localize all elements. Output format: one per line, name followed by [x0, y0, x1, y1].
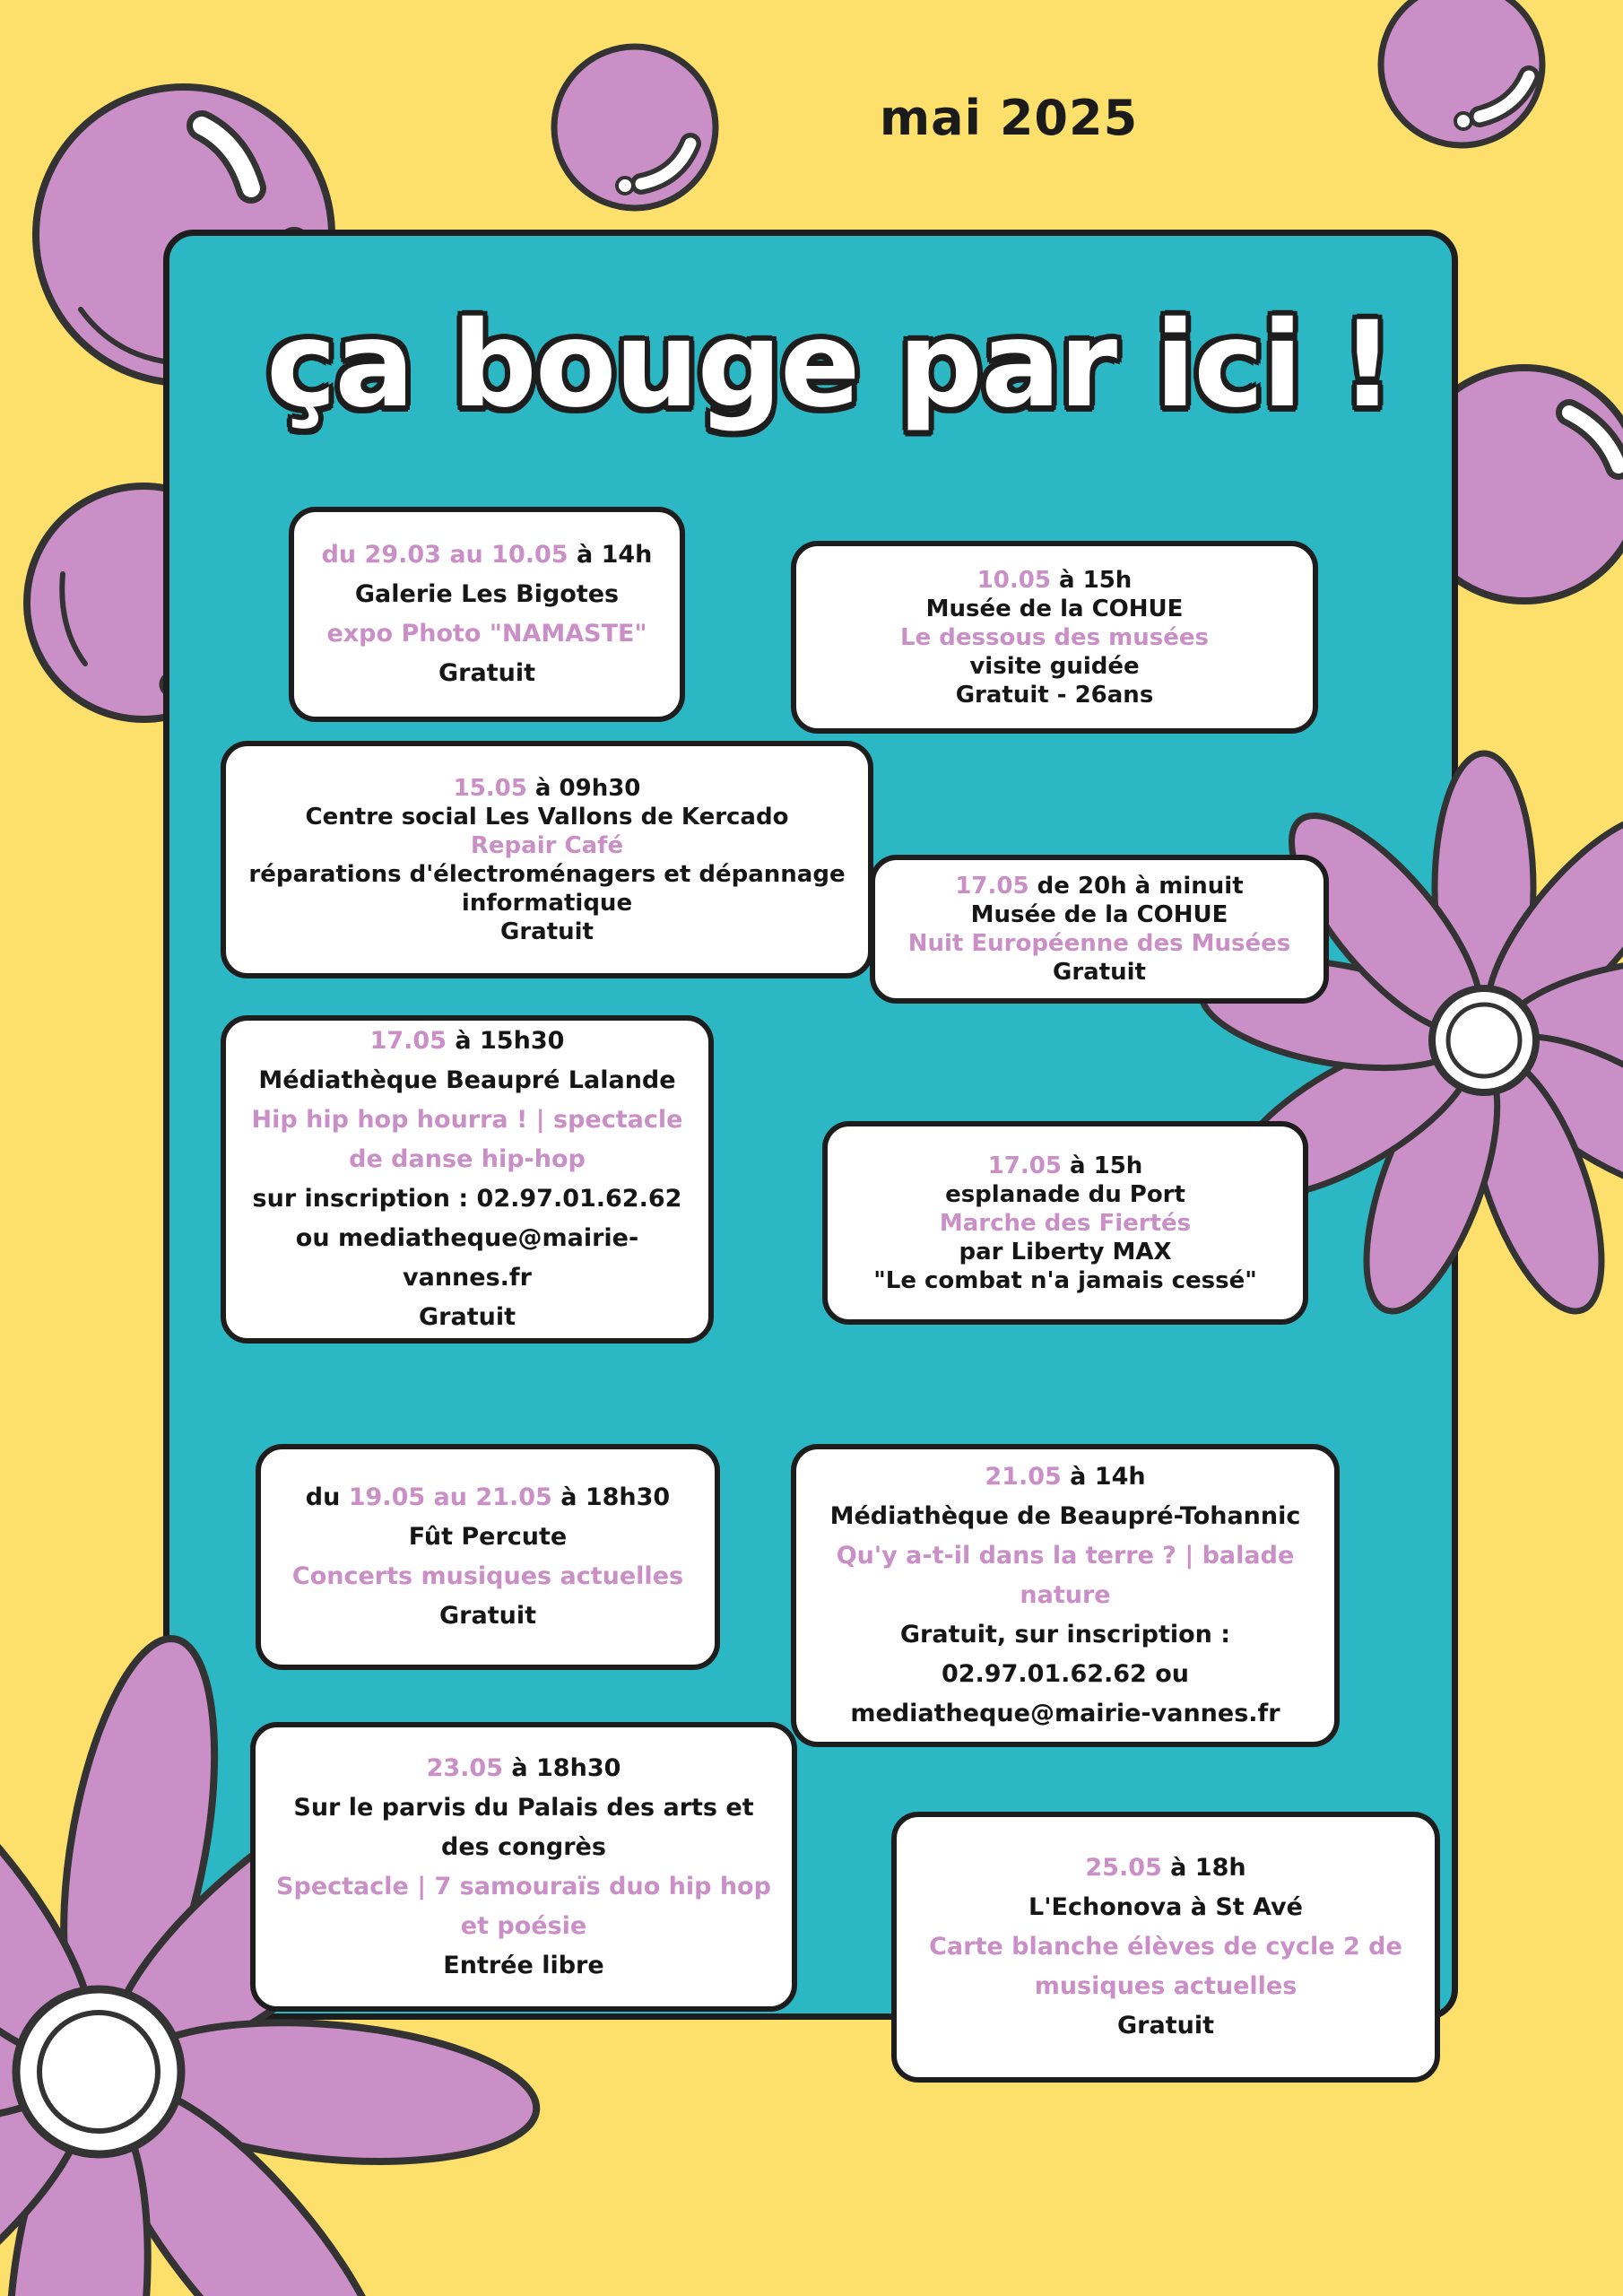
page-title: ça bouge par ici ! — [266, 296, 1393, 434]
event-title: Carte blanche élèves de cycle 2 de musiques actuelles — [929, 1933, 1402, 2000]
event-card — [221, 1015, 714, 1344]
event-title: Marche des Fiertés — [939, 1209, 1192, 1237]
event-place: Galerie Les Bigotes — [354, 580, 620, 608]
event-date: 10.05 — [976, 566, 1051, 594]
event-date: 17.05 — [987, 1152, 1062, 1179]
event-card — [791, 541, 1318, 734]
event-detail: Gratuit — [438, 659, 535, 687]
event-card: du 19.05 au 21.05 à 18h30 Fût Percute Concerts musiques actuelles Gratuit — [256, 1444, 720, 1670]
event-title: Qu'y a-t-il dans la terre ? | balade nature — [836, 1542, 1295, 1609]
event-time: à 18h30 — [551, 1483, 671, 1511]
event-detail: Gratuit — [500, 918, 594, 945]
event-card — [870, 855, 1329, 1004]
event-place: Musée de la COHUE — [970, 901, 1228, 928]
event-place: Médiathèque de Beaupré-Tohannic — [829, 1502, 1301, 1530]
event-date: du 29.03 au 10.05 — [321, 541, 568, 569]
event-date: 17.05 — [369, 1027, 447, 1055]
event-title: Nuit Européenne des Musées — [907, 930, 1291, 957]
event-card — [289, 507, 685, 722]
event-detail: "Le combat n'a jamais cessé" — [873, 1266, 1257, 1294]
event-date: 25.05 — [1085, 1854, 1162, 1882]
event-date: 17.05 — [955, 873, 1029, 900]
event-detail: par Liberty MAX — [959, 1238, 1172, 1265]
event-place: Sur le parvis du Palais des arts et des congrès — [293, 1793, 754, 1861]
event-detail: Entrée libre — [443, 1951, 604, 1979]
event-place: Centre social Les Vallons de Kercado — [305, 803, 789, 831]
event-card — [891, 1812, 1440, 2083]
event-time: à 15h30 — [447, 1027, 565, 1055]
event-time: à 14h — [568, 541, 653, 569]
event-place: L'Echonova à St Avé — [1028, 1893, 1303, 1921]
event-detail: visite guidée — [969, 652, 1140, 680]
event-time: de 20h à minuit — [1028, 873, 1244, 900]
event-card — [221, 741, 873, 978]
event-time: à 14h — [1061, 1463, 1146, 1491]
event-detail: Gratuit — [439, 1602, 536, 1630]
event-detail: Gratuit, sur inscription : 02.97.01.62.62 ou mediatheque@mairie-vannes.fr — [850, 1621, 1280, 1727]
event-detail: sur inscription : 02.97.01.62.62 ou mediatheque@mairie-vannes.fr — [252, 1185, 682, 1292]
event-detail: réparations d'électroménagers et dépannage informatique — [248, 860, 846, 917]
event-date: 23.05 — [426, 1753, 503, 1782]
event-title: Repair Café — [470, 831, 624, 859]
event-date: 21.05 — [985, 1463, 1062, 1491]
event-title: expo Photo "NAMASTE" — [326, 620, 647, 648]
event-title: Spectacle | 7 samouraïs duo hip hop et poésie — [276, 1872, 771, 1940]
event-time: à 09h30 — [526, 774, 641, 802]
event-detail: Gratuit - 26ans — [955, 681, 1154, 709]
event-time: à 18h — [1161, 1854, 1246, 1882]
event-time: à 15h — [1061, 1152, 1143, 1179]
event-time: à 18h30 — [503, 1753, 621, 1782]
event-title: Le dessous des musées — [900, 623, 1209, 651]
event-place: Musée de la COHUE — [925, 595, 1184, 622]
event-detail: Gratuit — [419, 1303, 516, 1331]
month-label: mai 2025 — [879, 90, 1139, 146]
event-date: 15.05 — [453, 774, 527, 802]
event-title: Concerts musiques actuelles — [291, 1562, 684, 1590]
event-card — [250, 1722, 797, 2012]
event-card — [791, 1444, 1340, 1747]
event-place: Fût Percute — [408, 1523, 568, 1551]
event-date: 19.05 au 21.05 — [348, 1483, 552, 1511]
event-title: Hip hip hop hourra ! | spectacle de danse hip-hop — [251, 1106, 683, 1173]
event-time: à 15h — [1050, 566, 1133, 594]
event-detail: Gratuit — [1053, 959, 1146, 986]
event-detail: Gratuit — [1117, 2012, 1214, 2039]
event-place: Médiathèque Beaupré Lalande — [258, 1066, 676, 1094]
event-card — [822, 1121, 1308, 1325]
event-place: esplanade du Port — [945, 1180, 1185, 1208]
